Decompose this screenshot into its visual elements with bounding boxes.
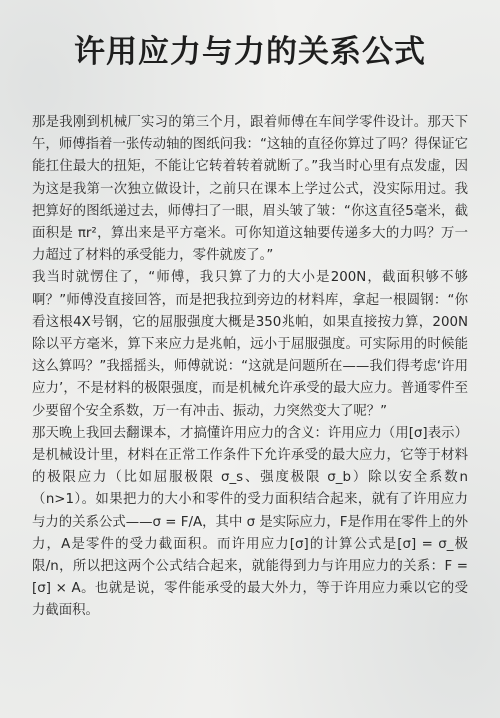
article-body (32, 112, 468, 623)
paragraph-3: 那天晚上我回去翻课本，才搞懂许用应力的含义：许用应力（用[σ]表示）是机械设计里，材料在正常工作条件下允许承受的最大应力，它等于材料的极限应力（比如屈服极限 σ_s、强度极限 σ_b）除以安全系数n（n>1）。如果把力的大小和零件的受力面积结合起来，就有了许用应力与力的关系公式——σ = F/A，其中 σ 是实际应力，F是作用在零件上的外力，A是零件的受力截面积。而许用应力[σ]的计算公式是[σ] = σ_极限/n，所以把这两个公式结合起来，就能得到力与许用应力的关系：F = [σ] × A。也就是说，零件能承受的最大外力，等于许用应力乘以它的受力截面积。 (32, 425, 468, 619)
paragraph-1: 那是我刚到机械厂实习的第三个月，跟着师傅在车间学零件设计。那天下午，师傅指着一张传动轴的图纸问我：“这轴的直径你算过了吗？得保证它能扛住最大的扭矩，不能让它转着转着就断了。”我当时心里有点发虚，因为这是我第一次独立做设计，之前只在课本上学过公式，没实际用过。我把算好的图纸递过去，师傅扫了一眼，眉头皱了皱：“你这直径5毫米，截面积是 πr²，算出来是平方毫米。可你知道这轴要传递多大的力吗？万一力超过了材料的承受能力，零件就废了。” (32, 115, 468, 264)
page-title: 许用应力与力的关系公式 (74, 34, 426, 70)
paragraph-2: 我当时就愣住了，“师傅，我只算了力的大小是200N，截面积够不够啊？”师傅没直接回答，而是把我拉到旁边的材料库，拿起一根圆钢：“你看这根4X号钢，它的屈服强度大概是350兆帕，如果直接按力算，200N除以平方毫米，算下来应力是兆帕，远小于屈服强度。可实际用的时候能这么算吗？”我摇摇头，师傅就说：“这就是问题所在——我们得考虑‘许用应力’，不是材料的极限强度，而是机械允许承受的最大应力。普通零件至少要留个安全系数，万一有冲击、振动，力突然变大了呢？” (32, 270, 468, 419)
